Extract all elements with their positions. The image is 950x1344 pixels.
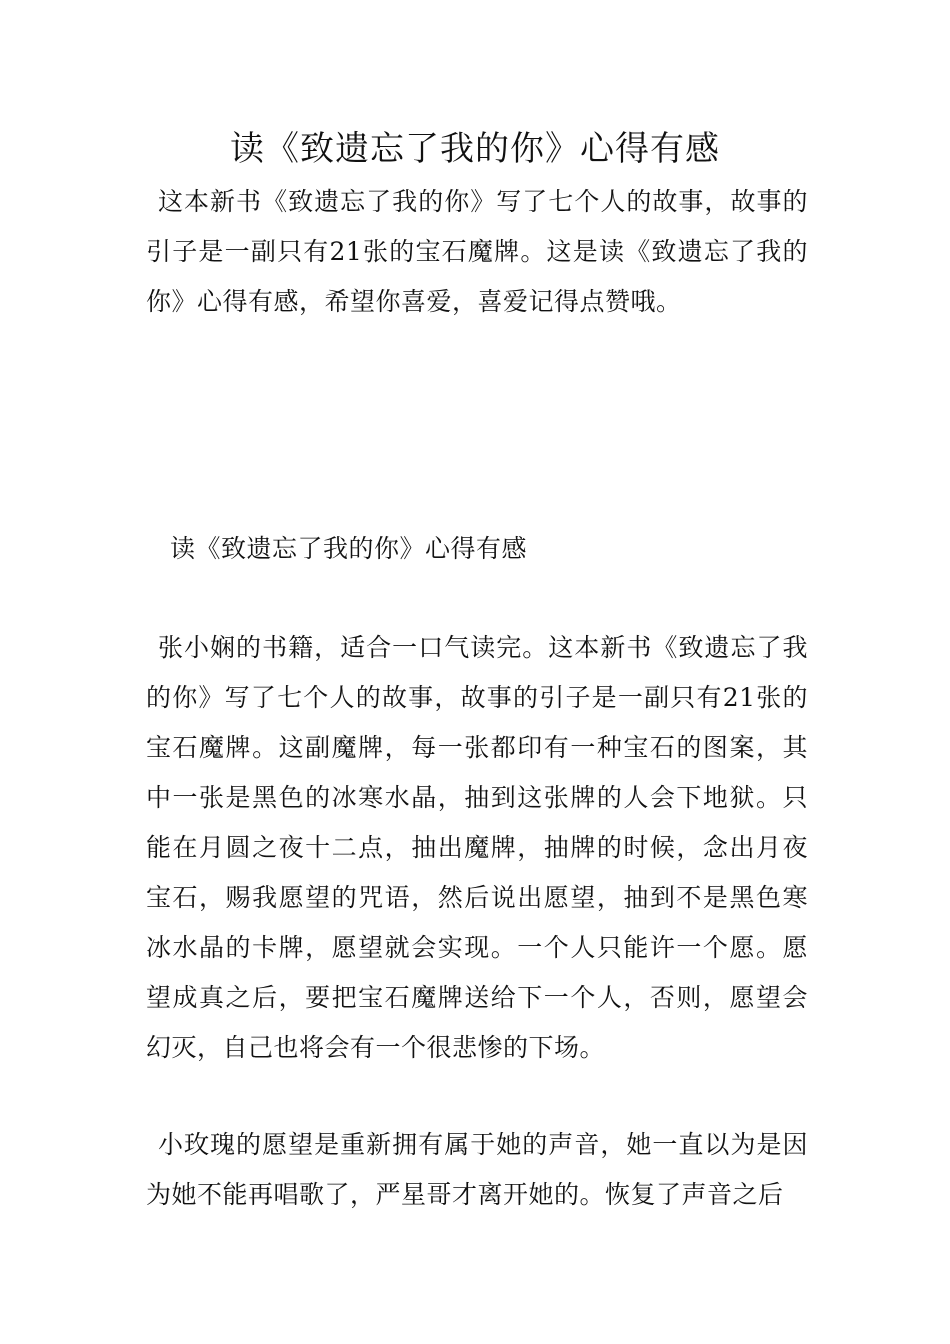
body-paragraph: 张小娴的书籍，适合一口气读完。这本新书《致遗忘了我的你》写了七个人的故事，故事的引子是一副只有21张的宝石魔牌。这副魔牌，每一张都印有一种宝石的图案，其中一张是黑色的冰寒水晶，抽到这张牌的人会下地狱。只能在月圆之夜十二点，抽出魔牌，抽牌的时候，念出月夜宝石，赐我愿望的咒语，然后说出愿望，抽到不是黑色寒冰水晶的卡牌，愿望就会实现。一个人只能许一个愿。愿望成真之后，要把宝石魔牌送给下一个人，否则，愿望会幻灭，自己也将会有一个很悲惨的下场。: [146, 633, 808, 1062]
section-subtitle: 读《致遗忘了我的你》心得有感: [170, 534, 528, 563]
intro-paragraph: 这本新书《致遗忘了我的你》写了七个人的故事，故事的引子是一副只有21张的宝石魔牌。这是读《致遗忘了我的你》心得有感，希望你喜爱，喜爱记得点赞哦。: [146, 187, 808, 316]
document-title: 读《致遗忘了我的你》心得有感: [230, 129, 720, 169]
body-paragraph: 小玫瑰的愿望是重新拥有属于她的声音，她一直以为是因为她不能再唱歌了，严星哥才离开她的。恢复了声音之后: [146, 1130, 808, 1209]
